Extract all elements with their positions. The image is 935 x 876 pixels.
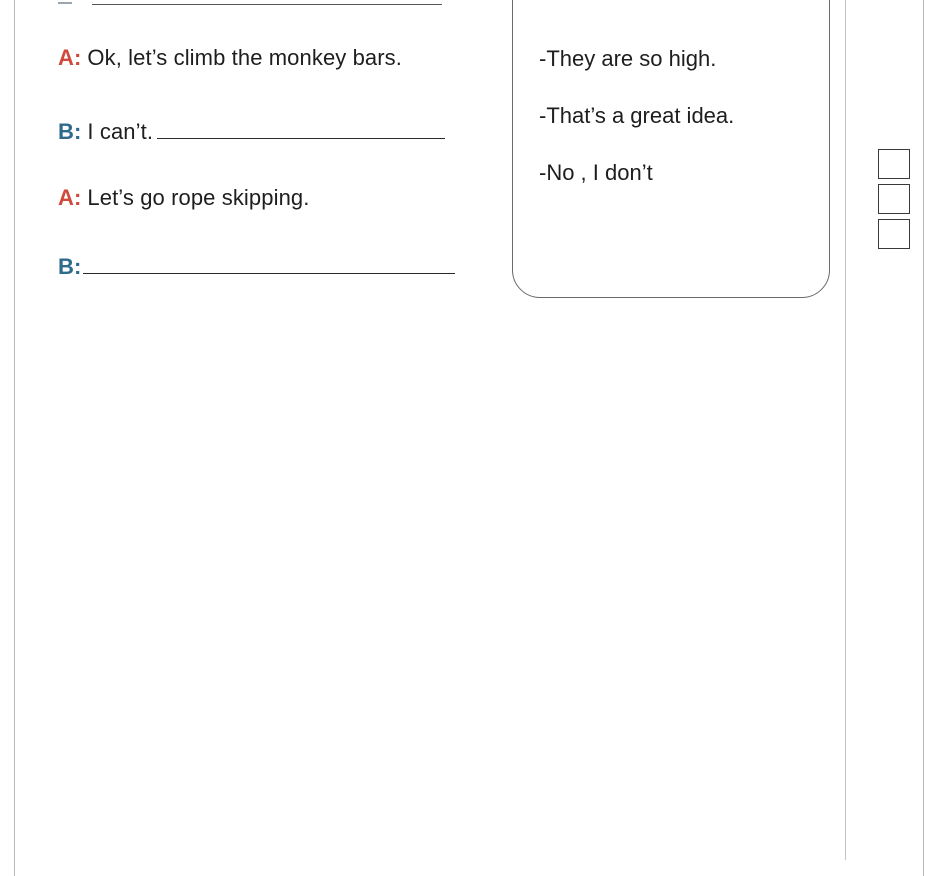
speaker-a-label: A: [58, 45, 82, 70]
speaker-a-label: A: [58, 185, 82, 210]
option-2: -That’s a great idea. [539, 103, 735, 128]
dialogue-line-1-text: Ok, let’s climb the monkey bars. [87, 45, 402, 70]
dialogue-line-3-text: Let’s go rope skipping. [87, 185, 310, 210]
answer-blank-2[interactable] [83, 253, 455, 274]
dialogue-line-1 [58, 45, 402, 71]
dialogue-line-4 [58, 253, 455, 280]
answer-checkbox-1[interactable] [878, 149, 910, 179]
answer-checkbox-2[interactable] [878, 184, 910, 214]
answer-blank-1[interactable] [157, 118, 445, 139]
speaker-b-label: B: [58, 254, 82, 279]
option-3: -No , I don’t [539, 160, 653, 185]
dialogue-line-2 [58, 118, 445, 145]
answer-checkbox-3[interactable] [878, 219, 910, 249]
margin-rule [845, 0, 846, 860]
option-1: -They are so high. [539, 46, 717, 71]
word-bank-box [512, 0, 830, 298]
previous-answer-blank[interactable] [92, 4, 442, 5]
dialogue-line-2-text: I can’t. [87, 119, 154, 144]
speaker-b-label: B: [58, 119, 82, 144]
previous-line-fragment [58, 0, 72, 4]
dialogue-line-3 [58, 185, 309, 211]
